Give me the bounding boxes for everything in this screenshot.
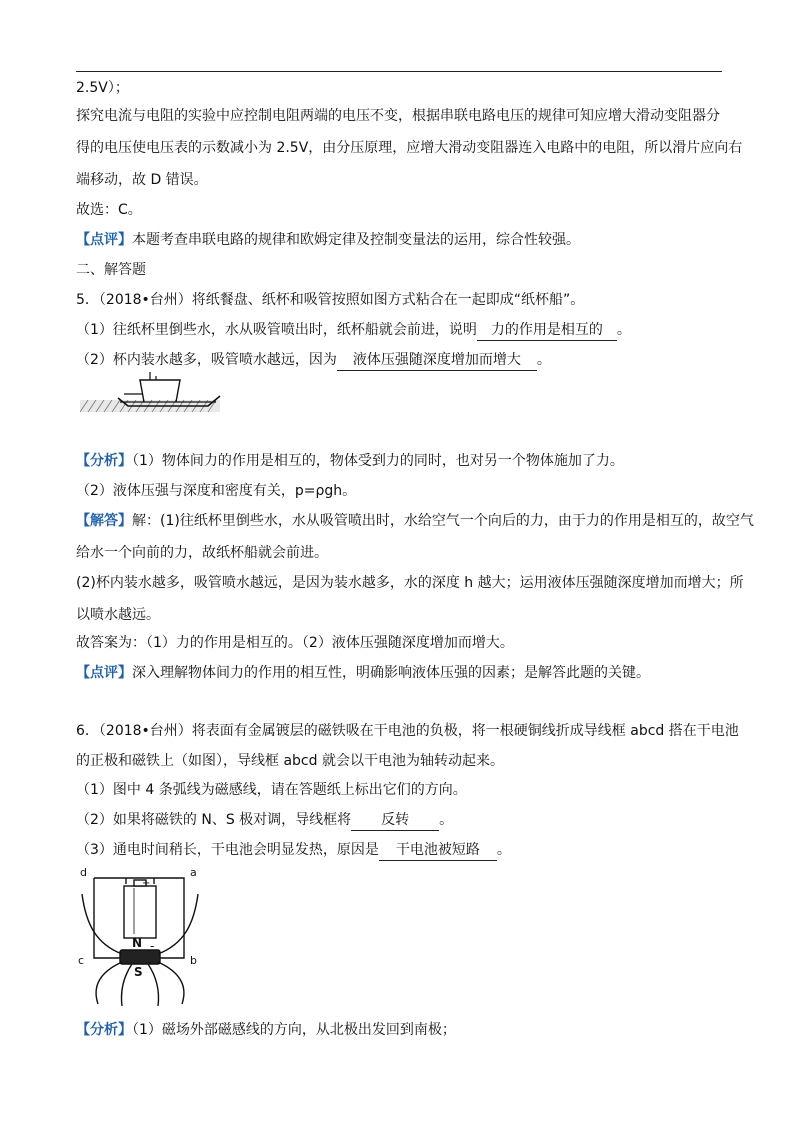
question-text: （3）通电时间稍长，干电池会明显发热，原因是 [76, 842, 379, 858]
comment-tag: 【点评】 [76, 232, 132, 248]
question-text: （2）杯内装水越多，吸管喷水越远，因为 [76, 352, 337, 368]
answer-blank: 液体压强随深度增加而增大 [337, 350, 537, 371]
comment-line [76, 663, 736, 683]
solution-line [76, 511, 754, 531]
text-line: 故答案为：（1）力的作用是相互的。（2）液体压强随深度增加而增大。 [76, 635, 514, 651]
header-rule [76, 71, 722, 72]
text-line: 的正极和磁铁上（如图），导线框 abcd 就会以干电池为轴转动起来。 [76, 753, 504, 769]
label-b: b [190, 954, 197, 967]
question-5-part-1 [76, 320, 736, 341]
paper-cup-boat-figure [80, 372, 230, 420]
comment-text: 深入理解物体间力的作用的相互性，明确影响液体压强的因素；是解答此题的关键。 [132, 665, 650, 681]
label-minus: - [150, 939, 155, 953]
question-text: （2）如果将磁铁的 N、S 极对调，导线框将 [76, 812, 352, 828]
comment-text: 本题考查串联电路的规律和欧姆定律及控制变量法的运用，综合性较强。 [132, 232, 580, 248]
question-6: 6．（2018•台州）将表面有金属镀层的磁铁吸在干电池的负极，将一根硬铜线折成导线框 abcd 搭在干电池 [76, 723, 739, 739]
question-5: 5．（2018•台州）将纸餐盘、纸杯和吸管按照如图方式粘合在一起即成“纸杯船”。 [76, 292, 585, 308]
analysis-line [76, 1020, 736, 1040]
analysis-line [76, 451, 736, 471]
solution-tag: 【解答】 [76, 513, 132, 529]
text-line: 以喷水越远。 [76, 607, 160, 623]
question-6-part-3 [76, 840, 736, 861]
text-line: 端移动，故 D 错误。 [76, 172, 208, 188]
text-line: （2）液体压强与深度和密度有关，p=ρgh。 [76, 483, 357, 499]
analysis-text: （1）物体间力的作用是相互的，物体受到力的同时，也对另一个物体施加了力。 [132, 453, 624, 469]
label-a: a [190, 866, 197, 879]
text-line: 给水一个向前的力，故纸杯船就会前进。 [76, 545, 328, 561]
analysis-text: （1）磁场外部磁感线的方向，从北极出发回到南极； [132, 1022, 456, 1038]
answer-blank: 反转 [351, 810, 439, 831]
label-south: S [134, 965, 143, 979]
question-6-part-2 [76, 810, 736, 831]
text-line: (2)杯内装水越多，吸管喷水越远，是因为装水越多，水的深度 h 越大；运用液体压强随深度增加而增大；所 [76, 575, 744, 591]
text-line: 得的电压使电压表的示数减小为 2.5V，由分压原理，应增大滑动变阻器连入电路中的电阻，所以滑片应向右 [76, 140, 743, 156]
comment-line [76, 230, 736, 250]
answer-blank: 力的作用是相互的 [477, 320, 617, 341]
answer-blank: 干电池被短路 [379, 840, 497, 861]
analysis-tag: 【分析】 [76, 453, 132, 469]
question-6-part-1: （1）图中 4 条弧线为磁感线，请在答题纸上标出它们的方向。 [76, 782, 467, 798]
analysis-tag: 【分析】 [76, 1022, 132, 1038]
text-line: 故选：C。 [76, 202, 142, 218]
section-heading: 二、解答题 [76, 262, 146, 278]
question-text: 。 [536, 352, 551, 368]
label-north: N [132, 936, 143, 950]
wire-frame-battery-figure [76, 864, 204, 1010]
label-c: c [78, 954, 85, 967]
question-text: 。 [616, 322, 631, 338]
question-5-part-2 [76, 350, 736, 371]
text-line: 2.5V）； [76, 80, 129, 96]
question-text: 。 [439, 812, 454, 828]
solution-text: 解：(1)往纸杯里倒些水，水从吸管喷出时，水给空气一个向后的力，由于力的作用是相互的，故空气 [132, 513, 754, 529]
label-d: d [80, 866, 87, 879]
question-text: 。 [496, 842, 511, 858]
text-line: 探究电流与电阻的实验中应控制电阻两端的电压不变，根据串联电路电压的规律可知应增大滑动变阻器分 [76, 108, 720, 124]
question-text: （1）往纸杯里倒些水，水从吸管喷出时，纸杯船就会前进，说明 [76, 322, 477, 338]
comment-tag: 【点评】 [76, 665, 132, 681]
label-plus: + [142, 878, 151, 889]
